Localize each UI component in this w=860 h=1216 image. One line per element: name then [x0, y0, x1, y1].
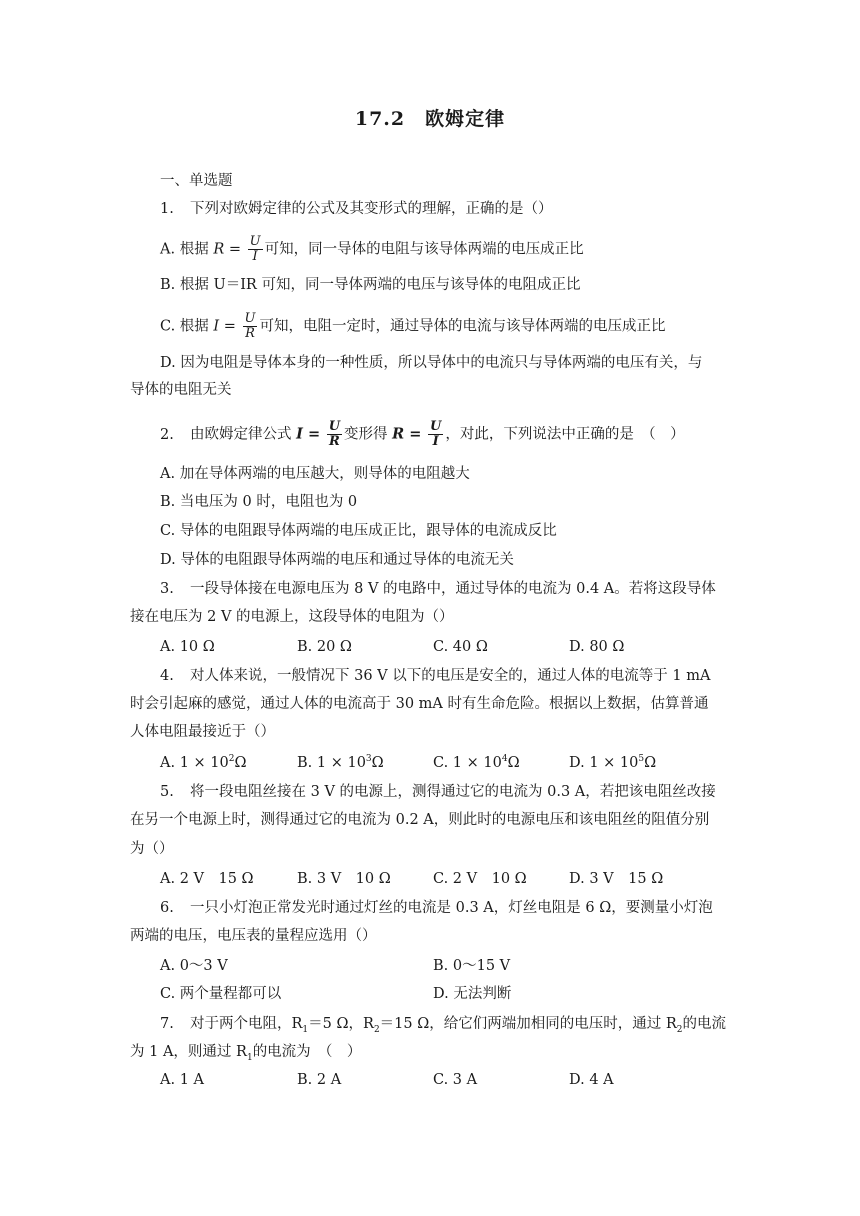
question-7-option-a: A. 1 A: [160, 1072, 204, 1088]
question-5-option-d: D. 3 V 15 Ω: [569, 871, 664, 887]
question-number: 3.: [160, 581, 174, 597]
question-2-option-d: D. 导体的电阻跟导体两端的电压和通过导体的电流无关: [160, 552, 514, 568]
question-1-option-c: [160, 312, 665, 341]
option-text: 可知，电阻一定时，通过导体的电流与该导体两端的电压成正比: [259, 318, 666, 335]
question-3-option-d: D. 80 Ω: [569, 639, 625, 655]
fraction: [428, 420, 443, 449]
option-base: C. 1 × 10: [433, 755, 502, 771]
fraction-denominator: R: [328, 434, 340, 449]
question-2-option-b: B. 当电压为 0 时，电阻也为 0: [160, 494, 358, 510]
question-number: 5.: [160, 784, 174, 800]
subscript: 2: [373, 1024, 380, 1035]
subscript: 1: [246, 1052, 253, 1063]
question-7-option-c: C. 3 A: [433, 1072, 478, 1088]
option-unit: Ω: [234, 755, 247, 771]
question-3-stem-line2: 接在电压为 2 V 的电源上，这段导体的电阻为（）: [130, 609, 454, 625]
fraction: [327, 420, 342, 449]
subscript: 2: [676, 1024, 683, 1035]
question-text: 一只小灯泡正常发光时通过灯丝的电流是 0.3 A，灯丝电阻是 6 Ω，要测量小灯泡: [190, 900, 713, 916]
question-text: ＝15 Ω，给它们两端加相同的电压时，通过 R: [379, 1016, 677, 1032]
question-1-stem: [160, 199, 553, 219]
question-1-option-d-line2: 导体的电阻无关: [130, 382, 232, 398]
question-text: 对于两个电阻，R: [190, 1016, 303, 1032]
question-number: 6.: [160, 900, 174, 916]
option-base: D. 1 × 10: [569, 755, 639, 771]
question-4-option-a: [160, 753, 247, 773]
question-text: 将一段电阻丝接在 3 V 的电源上，测得通过它的电流为 0.3 A，若把该电阻丝改接: [190, 784, 716, 800]
formula-lhs: R =: [213, 241, 241, 258]
fraction-numerator: U: [430, 419, 442, 434]
question-5-option-a: A. 2 V 15 Ω: [160, 871, 254, 887]
question-text: 的电流: [682, 1016, 727, 1032]
subscript: 1: [302, 1024, 309, 1035]
question-4-option-d: [569, 753, 656, 773]
fraction-numerator: U: [328, 419, 341, 434]
question-3-option-b: B. 20 Ω: [297, 639, 352, 655]
option-exponent: 3: [365, 754, 372, 765]
question-1-option-d-line1: D. 因为电阻是导体本身的一种性质，所以导体中的电流只与导体两端的电压有关，与: [160, 355, 703, 371]
question-text-pre: 由欧姆定律公式: [190, 426, 292, 443]
question-text: 为 1 A，则通过 R: [130, 1044, 247, 1060]
question-text-post: ，对此，下列说法中正确的是 （ ）: [445, 426, 685, 443]
question-1-option-b: B. 根据 U＝IR 可知，同一导体两端的电压与该导体的电阻成正比: [160, 277, 581, 293]
question-5-stem-line2: 在另一个电源上时，测得通过它的电流为 0.2 A，则此时的电源电压和该电阻丝的阻值分别: [130, 812, 710, 828]
question-5-stem-line3: 为（）: [130, 841, 174, 857]
fraction-denominator: R: [245, 326, 255, 341]
question-text: 下列对欧姆定律的公式及其变形式的理解，正确的是（）: [190, 201, 553, 217]
question-number: 7.: [160, 1016, 174, 1032]
formula-lhs: I =: [213, 318, 236, 335]
question-7-option-b: B. 2 A: [297, 1072, 342, 1088]
question-text: 对人体来说，一般情况下 36 V 以下的电压是安全的，通过人体的电流等于 1 mA: [190, 668, 711, 684]
option-unit: Ω: [507, 755, 520, 771]
question-3-stem-line1: [160, 579, 716, 599]
fraction: [243, 312, 258, 341]
question-7-option-d: D. 4 A: [569, 1072, 614, 1088]
question-4-option-b: [297, 753, 384, 773]
question-5-option-c: C. 2 V 10 Ω: [433, 871, 527, 887]
page-title: 17.2 欧姆定律: [354, 108, 506, 130]
question-2-stem: [160, 420, 685, 449]
question-5-stem-line1: [160, 782, 716, 802]
question-text: ＝5 Ω，R: [308, 1016, 374, 1032]
option-exponent: 4: [501, 754, 508, 765]
question-4-stem-line2: 时会引起麻的感觉，通过人体的电流高于 30 mA 时有生命危险。根据以上数据，估算普通: [130, 696, 709, 712]
option-unit: Ω: [644, 755, 657, 771]
option-label: A. 根据: [160, 241, 209, 258]
question-4-option-c: [433, 753, 520, 773]
question-text: 一段导体接在电源电压为 8 V 的电路中，通过导体的电流为 0.4 A。若将这段导体: [190, 581, 716, 597]
question-4-stem-line1: [160, 666, 710, 686]
option-base: B. 1 × 10: [297, 755, 366, 771]
question-text: 的电流为 （ ）: [252, 1044, 362, 1060]
formula-lhs: I =: [296, 425, 321, 443]
question-3-option-c: C. 40 Ω: [433, 639, 488, 655]
question-number: 1.: [160, 201, 174, 217]
fraction-denominator: I: [432, 434, 439, 449]
option-exponent: 2: [228, 754, 235, 765]
option-text: 可知，同一导体的电阻与该导体两端的电压成正比: [264, 241, 584, 258]
question-6-stem-line2: 两端的电压，电压表的量程应选用（）: [130, 928, 377, 944]
fraction-denominator: I: [252, 249, 258, 264]
question-number: 2.: [160, 426, 174, 443]
question-6-option-b: B. 0～15 V: [433, 958, 511, 974]
fraction-numerator: U: [244, 311, 256, 326]
question-6-option-a: A. 0～3 V: [160, 958, 228, 974]
question-2-option-c: C. 导体的电阻跟导体两端的电压成正比，跟导体的电流成反比: [160, 523, 557, 539]
question-3-option-a: A. 10 Ω: [160, 639, 215, 655]
question-7-stem-line2: [130, 1042, 361, 1062]
question-7-stem-line1: [160, 1014, 726, 1034]
formula-lhs: R =: [392, 425, 422, 443]
fraction-numerator: U: [249, 234, 261, 249]
option-base: A. 1 × 10: [160, 755, 229, 771]
question-6-option-d: D. 无法判断: [433, 986, 512, 1002]
question-2-option-a: A. 加在导体两端的电压越大，则导体的电阻越大: [160, 466, 470, 482]
section-heading: 一、单选题: [160, 173, 233, 189]
question-5-option-b: B. 3 V 10 Ω: [297, 871, 391, 887]
question-4-stem-line3: 人体电阻最接近于（）: [130, 724, 275, 740]
option-exponent: 5: [638, 754, 645, 765]
question-number: 4.: [160, 668, 174, 684]
question-6-stem-line1: [160, 898, 713, 918]
question-1-option-a: [160, 235, 584, 264]
option-unit: Ω: [371, 755, 384, 771]
question-6-option-c: C. 两个量程都可以: [160, 986, 282, 1002]
option-label: C. 根据: [160, 318, 209, 335]
fraction: [248, 235, 263, 264]
question-text-mid: 变形得: [344, 426, 388, 443]
